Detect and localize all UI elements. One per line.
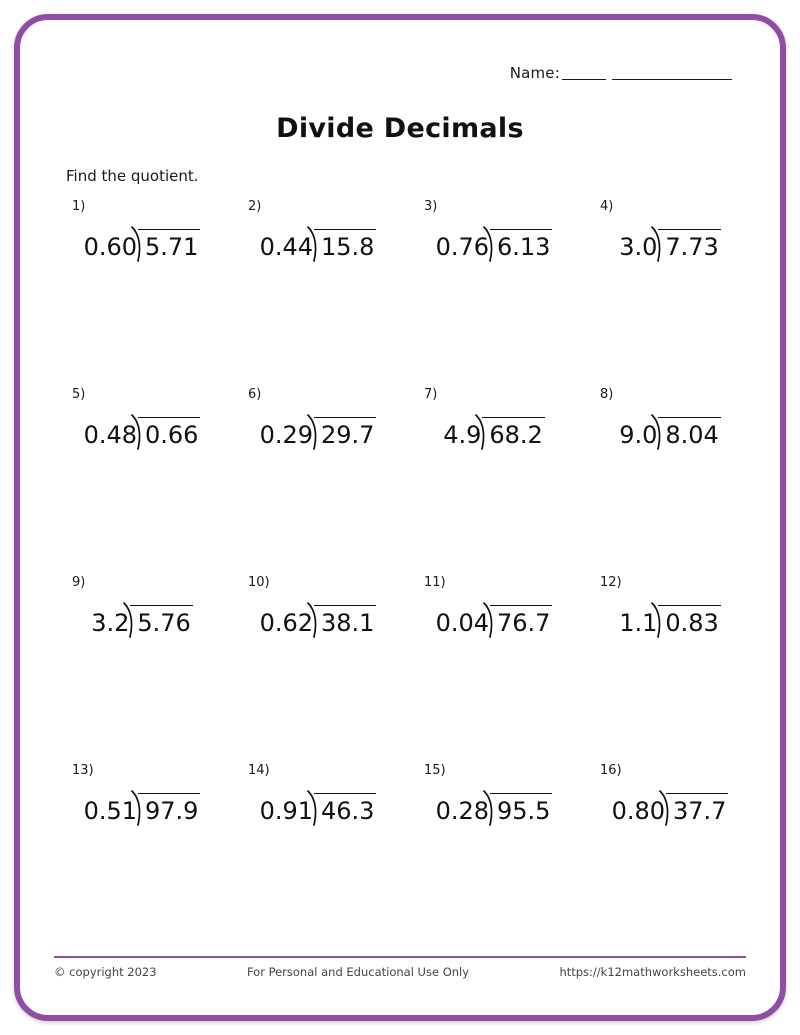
dividend-value: 46.3 (314, 793, 376, 825)
problem-item (230, 759, 406, 947)
divisor-value: 0.62 (259, 609, 313, 637)
division-expression (406, 229, 582, 261)
division-expression (54, 605, 230, 637)
problem-item (54, 759, 230, 947)
division-expression (406, 605, 582, 637)
divisor-value: 0.44 (259, 233, 313, 261)
problem-item (406, 195, 582, 383)
division-expression (230, 605, 406, 637)
division-expression (582, 229, 758, 261)
division-bracket-icon (490, 605, 552, 637)
worksheet-sheet (14, 14, 786, 1021)
instruction-text: Find the quotient. (66, 167, 199, 185)
divisor-value: 0.76 (435, 233, 489, 261)
problem-item (54, 195, 230, 383)
name-blank-short[interactable] (562, 79, 606, 80)
dividend-value: 5.76 (130, 605, 192, 637)
division-bracket-icon (482, 417, 544, 449)
problem-item (582, 195, 758, 383)
division-bracket-icon (490, 793, 552, 825)
problem-number: 1) (72, 199, 86, 214)
problem-item (582, 383, 758, 571)
dividend-value: 5.71 (138, 229, 200, 261)
problem-number: 14) (248, 763, 270, 778)
problem-number: 15) (424, 763, 446, 778)
dividend-value: 76.7 (490, 605, 552, 637)
division-bracket-icon (658, 417, 720, 449)
problem-number: 12) (600, 575, 622, 590)
divisor-value: 0.28 (435, 797, 489, 825)
division-bracket-icon (314, 229, 376, 261)
problem-number: 7) (424, 387, 438, 402)
division-bracket-icon (490, 229, 552, 261)
dividend-value: 6.13 (490, 229, 552, 261)
division-bracket-icon (314, 793, 376, 825)
problem-number: 5) (72, 387, 86, 402)
division-expression (582, 417, 758, 449)
problem-number: 4) (600, 199, 614, 214)
divisor-value: 9.0 (619, 421, 658, 449)
problem-item (54, 571, 230, 759)
dividend-value: 0.83 (658, 605, 720, 637)
dividend-value: 7.73 (658, 229, 720, 261)
division-bracket-icon (138, 229, 200, 261)
dividend-value: 0.66 (138, 417, 200, 449)
dividend-value: 15.8 (314, 229, 376, 261)
problem-item (406, 759, 582, 947)
division-bracket-icon (138, 417, 200, 449)
dividend-value: 37.7 (666, 793, 728, 825)
footer-website-link[interactable]: https://k12mathworksheets.com (559, 965, 746, 979)
divisor-value: 0.60 (83, 233, 137, 261)
problem-number: 6) (248, 387, 262, 402)
divisor-value: 0.51 (83, 797, 137, 825)
division-expression (54, 229, 230, 261)
division-expression (406, 793, 582, 825)
division-bracket-icon (314, 417, 376, 449)
name-field-row (510, 64, 732, 82)
problem-number: 3) (424, 199, 438, 214)
division-bracket-icon (130, 605, 192, 637)
problem-item (582, 759, 758, 947)
dividend-value: 29.7 (314, 417, 376, 449)
dividend-value: 8.04 (658, 417, 720, 449)
problem-number: 8) (600, 387, 614, 402)
division-expression (54, 793, 230, 825)
divisor-value: 0.04 (435, 609, 489, 637)
page-title: Divide Decimals (276, 113, 524, 144)
division-bracket-icon (658, 605, 720, 637)
division-bracket-icon (314, 605, 376, 637)
problem-item (230, 571, 406, 759)
division-bracket-icon (138, 793, 200, 825)
dividend-value: 38.1 (314, 605, 376, 637)
divisor-value: 0.29 (259, 421, 313, 449)
problem-number: 9) (72, 575, 86, 590)
division-expression (230, 417, 406, 449)
problem-number: 16) (600, 763, 622, 778)
divisor-value: 3.0 (619, 233, 658, 261)
division-expression (230, 793, 406, 825)
problem-item (54, 383, 230, 571)
problem-item (406, 571, 582, 759)
division-expression (230, 229, 406, 261)
problem-number: 11) (424, 575, 446, 590)
divisor-value: 0.91 (259, 797, 313, 825)
name-label: Name: (509, 64, 560, 82)
problem-number: 13) (72, 763, 94, 778)
division-bracket-icon (658, 229, 720, 261)
problem-number: 2) (248, 199, 262, 214)
problem-item (582, 571, 758, 759)
divisor-value: 0.80 (611, 797, 665, 825)
dividend-value: 95.5 (490, 793, 552, 825)
divisor-value: 1.1 (619, 609, 658, 637)
division-expression (54, 417, 230, 449)
division-expression (582, 605, 758, 637)
division-bracket-icon (666, 793, 728, 825)
division-expression (582, 793, 758, 825)
divisor-value: 3.2 (91, 609, 130, 637)
divisor-value: 0.48 (83, 421, 137, 449)
divisor-value: 4.9 (443, 421, 482, 449)
dividend-value: 97.9 (138, 793, 200, 825)
name-blank-long[interactable] (612, 79, 732, 80)
problem-number: 10) (248, 575, 270, 590)
footer-usage-note: For Personal and Educational Use Only (246, 965, 470, 979)
problems-grid (54, 195, 760, 947)
problem-item (230, 195, 406, 383)
footer-copyright: © copyright 2023 (54, 965, 157, 979)
problem-item (406, 383, 582, 571)
page-footer (54, 956, 746, 979)
problem-item (230, 383, 406, 571)
dividend-value: 68.2 (482, 417, 544, 449)
division-expression (406, 417, 582, 449)
